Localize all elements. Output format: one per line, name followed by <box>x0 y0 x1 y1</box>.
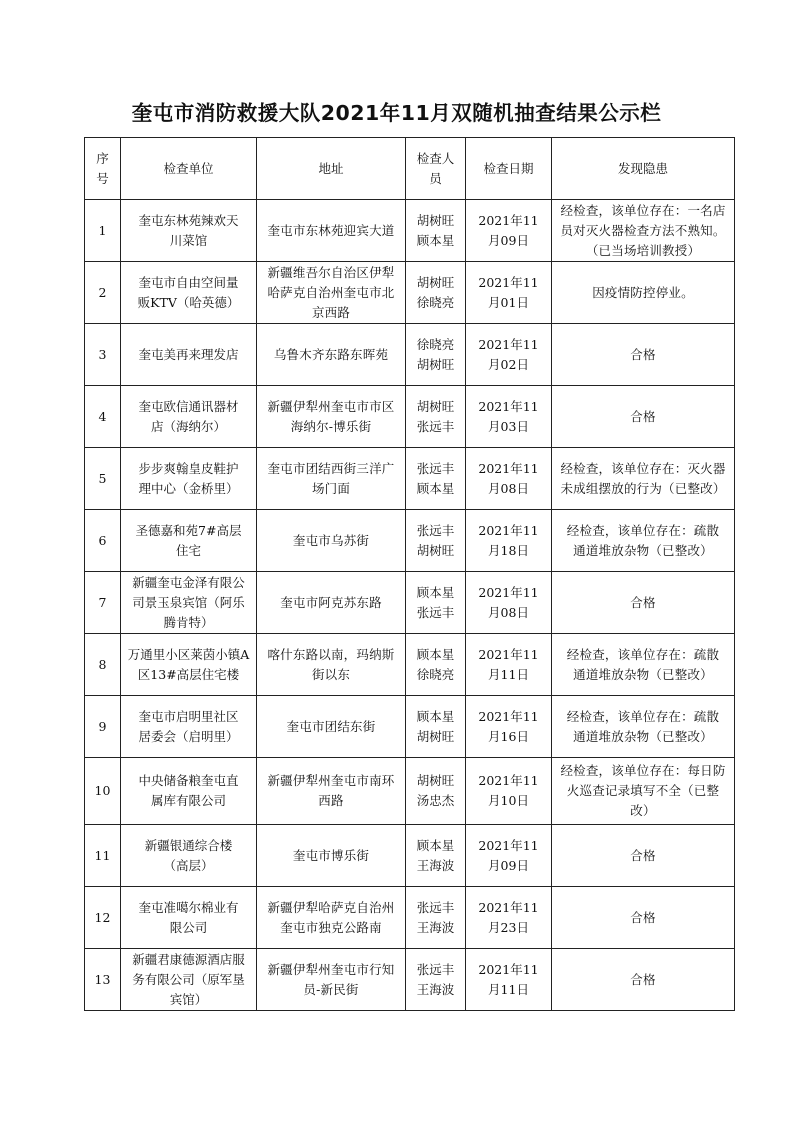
cell-date: 2021年11月08日 <box>466 572 552 634</box>
table-row <box>85 572 735 634</box>
cell-findings: 经检查，该单位存在：一名店员对灭火器检查方法不熟知。（已当场培训教授） <box>552 200 735 262</box>
cell-findings: 经检查，该单位存在：疏散通道堆放杂物（已整改） <box>552 696 735 758</box>
cell-date: 2021年11月10日 <box>466 758 552 825</box>
table-row <box>85 758 735 825</box>
table-row <box>85 200 735 262</box>
cell-address: 新疆伊犁州奎屯市行知员-新民街 <box>257 949 406 1011</box>
cell-inspectors: 胡树旺徐晓亮 <box>406 262 466 324</box>
cell-findings: 因疫情防控停业。 <box>552 262 735 324</box>
cell-index: 6 <box>85 510 121 572</box>
page-title: 奎屯市消防救援大队2021年11月双随机抽查结果公示栏 <box>131 101 662 125</box>
cell-findings: 经检查，该单位存在：每日防火巡查记录填写不全（已整改） <box>552 758 735 825</box>
cell-findings: 合格 <box>552 949 735 1011</box>
table-row <box>85 262 735 324</box>
cell-date: 2021年11月08日 <box>466 448 552 510</box>
header-findings: 发现隐患 <box>552 138 735 200</box>
cell-date: 2021年11月09日 <box>466 200 552 262</box>
cell-index: 13 <box>85 949 121 1011</box>
cell-address: 乌鲁木齐东路东晖苑 <box>257 324 406 386</box>
cell-date: 2021年11月11日 <box>466 634 552 696</box>
cell-findings: 合格 <box>552 572 735 634</box>
cell-address: 新疆维吾尔自治区伊犁哈萨克自治州奎屯市北京西路 <box>257 262 406 324</box>
cell-unit: 奎屯欧信通讯器材店（海纳尔） <box>121 386 257 448</box>
table-row <box>85 324 735 386</box>
cell-address: 新疆伊犁州奎屯市南环西路 <box>257 758 406 825</box>
cell-findings: 经检查，该单位存在：疏散通道堆放杂物（已整改） <box>552 634 735 696</box>
cell-index: 4 <box>85 386 121 448</box>
cell-address: 奎屯市东林苑迎宾大道 <box>257 200 406 262</box>
cell-unit: 新疆君康德源酒店服务有限公司（原军垦宾馆） <box>121 949 257 1011</box>
cell-address: 奎屯市博乐街 <box>257 825 406 887</box>
cell-unit: 中央储备粮奎屯直属库有限公司 <box>121 758 257 825</box>
inspection-results-table <box>84 137 735 1011</box>
cell-findings: 合格 <box>552 887 735 949</box>
cell-inspectors: 张远丰顾本星 <box>406 448 466 510</box>
cell-index: 11 <box>85 825 121 887</box>
table-row <box>85 634 735 696</box>
cell-inspectors: 胡树旺张远丰 <box>406 386 466 448</box>
cell-unit: 奎屯准噶尔棉业有限公司 <box>121 887 257 949</box>
cell-date: 2021年11月23日 <box>466 887 552 949</box>
cell-index: 1 <box>85 200 121 262</box>
cell-address: 新疆伊犁州奎屯市市区海纳尔-博乐街 <box>257 386 406 448</box>
table-header-row <box>85 138 735 200</box>
cell-unit: 新疆奎屯金泽有限公司景玉泉宾馆（阿乐腾肯特） <box>121 572 257 634</box>
cell-inspectors: 张远丰王海波 <box>406 887 466 949</box>
cell-inspectors: 徐晓亮胡树旺 <box>406 324 466 386</box>
header-inspectors: 检查人员 <box>406 138 466 200</box>
cell-date: 2021年11月09日 <box>466 825 552 887</box>
cell-index: 9 <box>85 696 121 758</box>
cell-address: 奎屯市团结东街 <box>257 696 406 758</box>
cell-address: 奎屯市阿克苏东路 <box>257 572 406 634</box>
cell-unit: 奎屯美再来理发店 <box>121 324 257 386</box>
cell-index: 10 <box>85 758 121 825</box>
cell-index: 2 <box>85 262 121 324</box>
cell-date: 2021年11月11日 <box>466 949 552 1011</box>
cell-address: 奎屯市乌苏街 <box>257 510 406 572</box>
cell-date: 2021年11月03日 <box>466 386 552 448</box>
cell-unit: 新疆银通综合楼（高层） <box>121 825 257 887</box>
cell-address: 喀什东路以南，玛纳斯街以东 <box>257 634 406 696</box>
table-row <box>85 448 735 510</box>
header-date: 检查日期 <box>466 138 552 200</box>
cell-inspectors: 胡树旺汤忠杰 <box>406 758 466 825</box>
cell-unit: 奎屯市自由空间量贩KTV（哈英德） <box>121 262 257 324</box>
cell-findings: 经检查，该单位存在：灭火器未成组摆放的行为（已整改） <box>552 448 735 510</box>
table-row <box>85 510 735 572</box>
cell-unit: 奎屯市启明里社区居委会（启明里） <box>121 696 257 758</box>
cell-inspectors: 张远丰王海波 <box>406 949 466 1011</box>
cell-date: 2021年11月16日 <box>466 696 552 758</box>
cell-index: 12 <box>85 887 121 949</box>
table-row <box>85 825 735 887</box>
cell-findings: 合格 <box>552 386 735 448</box>
table-row <box>85 386 735 448</box>
cell-inspectors: 顾本星胡树旺 <box>406 696 466 758</box>
cell-index: 5 <box>85 448 121 510</box>
cell-address: 新疆伊犁哈萨克自治州奎屯市独克公路南 <box>257 887 406 949</box>
cell-inspectors: 顾本星张远丰 <box>406 572 466 634</box>
cell-index: 8 <box>85 634 121 696</box>
table-row <box>85 887 735 949</box>
table-row <box>85 949 735 1011</box>
cell-index: 3 <box>85 324 121 386</box>
cell-date: 2021年11月01日 <box>466 262 552 324</box>
cell-findings: 合格 <box>552 825 735 887</box>
cell-unit: 奎屯东林苑辣欢天川菜馆 <box>121 200 257 262</box>
cell-findings: 合格 <box>552 324 735 386</box>
cell-inspectors: 顾本星徐晓亮 <box>406 634 466 696</box>
table-body <box>85 200 735 1011</box>
header-address: 地址 <box>257 138 406 200</box>
cell-inspectors: 胡树旺顾本星 <box>406 200 466 262</box>
table-row <box>85 696 735 758</box>
cell-findings: 经检查，该单位存在：疏散通道堆放杂物（已整改） <box>552 510 735 572</box>
cell-unit: 万通里小区莱茵小镇A区13#高层住宅楼 <box>121 634 257 696</box>
header-unit: 检查单位 <box>121 138 257 200</box>
cell-inspectors: 张远丰胡树旺 <box>406 510 466 572</box>
header-index: 序号 <box>85 138 121 200</box>
cell-unit: 圣德嘉和苑7#高层住宅 <box>121 510 257 572</box>
cell-date: 2021年11月18日 <box>466 510 552 572</box>
cell-address: 奎屯市团结西街三洋广场门面 <box>257 448 406 510</box>
cell-date: 2021年11月02日 <box>466 324 552 386</box>
cell-unit: 步步爽翰皇皮鞋护理中心（金桥里） <box>121 448 257 510</box>
cell-inspectors: 顾本星王海波 <box>406 825 466 887</box>
cell-index: 7 <box>85 572 121 634</box>
